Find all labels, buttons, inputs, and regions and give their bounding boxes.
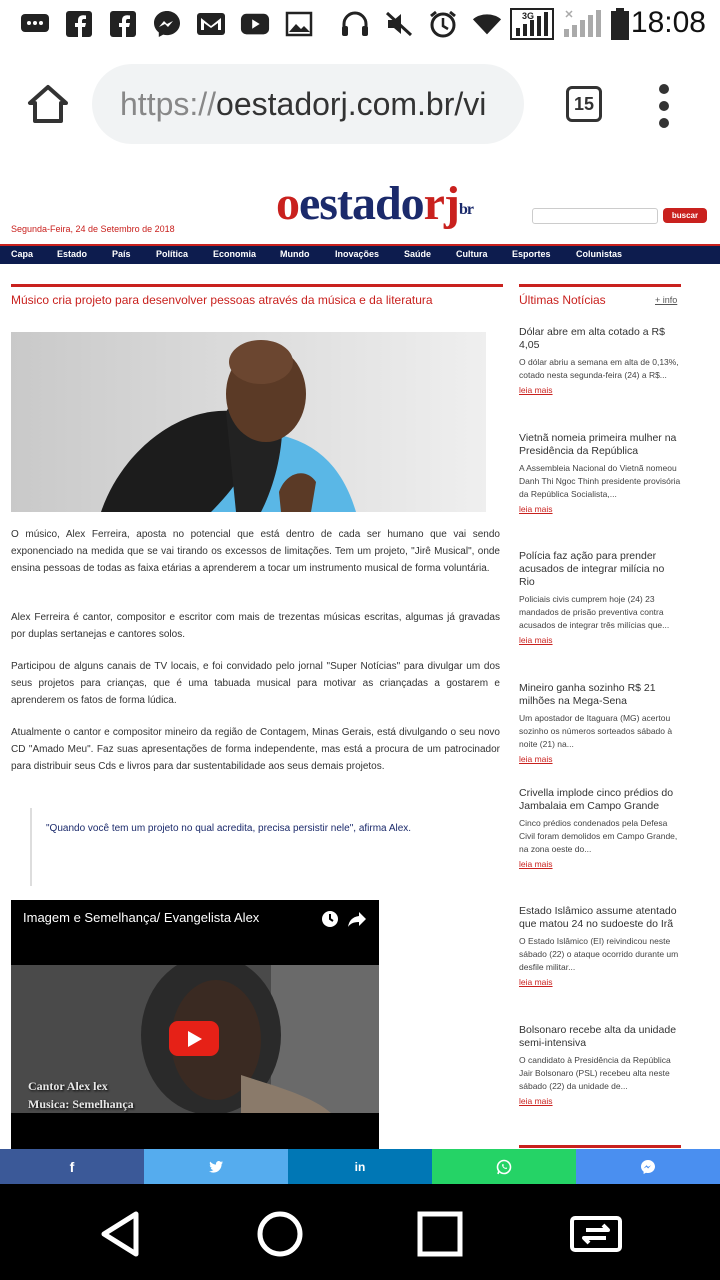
search-button[interactable]: buscar bbox=[663, 208, 707, 223]
system-navigation-bar bbox=[0, 1184, 720, 1280]
facebook-icon: f bbox=[69, 1158, 75, 1175]
message-icon bbox=[20, 10, 50, 38]
latest-news-header: Últimas Notícias bbox=[519, 293, 606, 307]
tab-switcher-button[interactable]: 15 bbox=[566, 86, 602, 122]
nav-item-estado[interactable]: Estado bbox=[57, 249, 88, 259]
video-thumbnail[interactable] bbox=[11, 965, 379, 1113]
read-more-link[interactable]: leia mais bbox=[519, 504, 553, 514]
video-overlay-caption: Musica: Semelhança bbox=[28, 1097, 134, 1111]
news-excerpt: A Assembleia Nacional do Vietnã nomeou Danh Thi Ngoc Thinh presidente provisória da República Socialista,... bbox=[519, 463, 681, 499]
address-bar[interactable] bbox=[92, 64, 524, 144]
sidebar-rule bbox=[519, 284, 681, 287]
news-excerpt: Um apostador de Itaguara (MG) acertou sozinho os números sorteados sábado à noite (21) na... bbox=[519, 713, 673, 749]
news-excerpt: O Estado Islâmico (EI) reivindicou neste sábado (22) o ataque ocorrido durante um desfile militar... bbox=[519, 936, 679, 972]
home-circle-icon bbox=[252, 1206, 308, 1262]
video-player[interactable] bbox=[11, 900, 379, 1150]
url-host: oestadorj.com.br/vi bbox=[216, 85, 487, 122]
watch-later-icon[interactable] bbox=[321, 910, 339, 928]
share-messenger-button[interactable] bbox=[576, 1149, 720, 1184]
mute-icon bbox=[384, 10, 414, 38]
news-title[interactable]: Dólar abre em alta cotado a R$ 4,05 bbox=[519, 326, 665, 351]
app-switch-button[interactable] bbox=[568, 1206, 624, 1262]
video-overlay-caption: Cantor Alex lex bbox=[28, 1079, 108, 1093]
recents-button[interactable] bbox=[412, 1206, 468, 1262]
news-title[interactable]: Mineiro ganha sozinho R$ 21 milhões na Mega-Sena bbox=[519, 682, 656, 707]
read-more-link[interactable]: leia mais bbox=[519, 1096, 553, 1106]
nav-item-pais[interactable]: País bbox=[112, 249, 131, 259]
nav-item-saude[interactable]: Saúde bbox=[404, 249, 432, 259]
messenger-icon bbox=[152, 10, 182, 38]
twitter-icon bbox=[209, 1161, 223, 1173]
browser-menu-button[interactable] bbox=[652, 84, 676, 128]
news-item bbox=[519, 1024, 681, 1106]
app-switch-icon bbox=[568, 1206, 624, 1262]
gmail-icon bbox=[196, 10, 226, 38]
home-nav-button[interactable] bbox=[252, 1206, 308, 1262]
article-photo bbox=[11, 332, 486, 512]
url-scheme: https:// bbox=[120, 85, 217, 122]
back-icon bbox=[94, 1206, 150, 1262]
news-item bbox=[519, 905, 681, 987]
video-title[interactable]: Imagem e Semelhança/ Evangelista Alex bbox=[23, 910, 260, 925]
article-title: Músico cria projeto para desenvolver pessoas através da música e da literatura bbox=[11, 293, 433, 307]
article-paragraph: O músico, Alex Ferreira, aposta no potencial que está dentro de cada ser humano que vai sendo exponenciado na medida que se vai tirando os excessos de limitações. Tem um projeto, "Jirê Musical", onde ensina pessoas de todas as faixa etárias a aprenderem a tocar um instrumento musical de forma voluntária. bbox=[11, 529, 500, 574]
nav-item-politica[interactable]: Política bbox=[156, 249, 189, 259]
youtube-icon bbox=[240, 10, 270, 38]
site-logo[interactable] bbox=[276, 177, 473, 230]
linkedin-icon: in bbox=[354, 1159, 366, 1174]
sidebar-rule bbox=[519, 1145, 681, 1148]
share-icon[interactable] bbox=[347, 910, 367, 928]
nav-item-colunistas[interactable]: Colunistas bbox=[576, 249, 623, 259]
search-input[interactable] bbox=[532, 208, 658, 224]
logo-o: o bbox=[276, 177, 299, 230]
menu-dot bbox=[659, 101, 669, 111]
news-title[interactable]: Crivella implode cinco prédios do Jambalaia em Campo Grande bbox=[519, 787, 674, 812]
logo-estado: estado bbox=[299, 177, 424, 230]
network-type-label: 3G bbox=[522, 11, 535, 21]
alarm-icon bbox=[428, 10, 458, 38]
news-item bbox=[519, 550, 681, 645]
news-title[interactable]: Estado Islâmico assume atentado que matou 24 no sudoeste do Irã bbox=[519, 905, 677, 930]
nav-item-cultura[interactable]: Cultura bbox=[456, 249, 488, 259]
image-icon bbox=[284, 10, 314, 38]
read-more-link[interactable]: leia mais bbox=[519, 859, 553, 869]
wifi-icon bbox=[472, 10, 502, 38]
share-bar bbox=[0, 1149, 720, 1184]
read-more-link[interactable]: leia mais bbox=[519, 385, 553, 395]
quote-text: "Quando você tem um projeto no qual acredita, precisa persistir nele", afirma Alex. bbox=[46, 823, 412, 834]
main-navigation bbox=[0, 244, 720, 264]
news-item bbox=[519, 432, 681, 514]
play-button[interactable] bbox=[169, 1021, 219, 1056]
read-more-link[interactable]: leia mais bbox=[519, 977, 553, 987]
article-paragraph: Alex Ferreira é cantor, compositor e escritor com mais de trezentas músicas escritas, algumas já gravadas por duplas sertanejas e cantores solos. bbox=[11, 612, 500, 640]
home-button[interactable] bbox=[26, 84, 70, 124]
news-title[interactable]: Polícia faz ação para prender acusados de integrar milícia no Rio bbox=[519, 550, 665, 588]
signal-3g-icon bbox=[510, 10, 554, 38]
facebook-icon bbox=[108, 10, 138, 38]
photo-illustration bbox=[11, 332, 486, 512]
news-item bbox=[519, 787, 681, 869]
article-quote bbox=[30, 808, 500, 886]
news-title[interactable]: Bolsonaro recebe alta da unidade semi-intensiva bbox=[519, 1024, 677, 1049]
logo-br: br bbox=[458, 201, 473, 218]
menu-dot bbox=[659, 118, 669, 128]
share-facebook-button[interactable] bbox=[0, 1149, 144, 1184]
whatsapp-icon bbox=[496, 1159, 512, 1175]
status-bar bbox=[0, 0, 720, 48]
share-linkedin-button[interactable] bbox=[288, 1149, 432, 1184]
read-more-link[interactable]: leia mais bbox=[519, 635, 553, 645]
read-more-link[interactable]: leia mais bbox=[519, 754, 553, 764]
clock: 18:08 bbox=[630, 6, 706, 39]
current-date: Segunda-Feira, 24 de Setembro de 2018 bbox=[11, 224, 175, 234]
news-title[interactable]: Vietnã nomeia primeira mulher na Presidência da República bbox=[519, 432, 677, 457]
more-info-link[interactable]: + info bbox=[655, 295, 678, 305]
recents-icon bbox=[412, 1206, 468, 1262]
news-item bbox=[519, 682, 681, 764]
battery-icon bbox=[610, 10, 630, 38]
news-item bbox=[519, 326, 681, 395]
news-excerpt: Policiais civis cumprem hoje (24) 23 mandados de prisão preventiva contra acusados de integrar três milícias que... bbox=[519, 594, 670, 630]
menu-dot bbox=[659, 84, 669, 94]
news-excerpt: Cinco prédios condenados pela Defesa Civil foram demolidos em Campo Grande, na zona oeste do... bbox=[519, 818, 678, 854]
nav-item-esportes[interactable]: Esportes bbox=[512, 249, 551, 259]
signal-icon bbox=[562, 10, 602, 38]
back-button[interactable] bbox=[94, 1206, 150, 1262]
browser-toolbar bbox=[0, 48, 720, 160]
nav-item-mundo[interactable]: Mundo bbox=[280, 249, 310, 259]
headset-icon bbox=[340, 10, 370, 38]
home-icon bbox=[26, 84, 70, 124]
news-excerpt: O candidato à Presidência da República Jair Bolsonaro (PSL) recebeu alta neste sábado (22) da unidade de... bbox=[519, 1055, 671, 1091]
nav-item-inovacoes[interactable]: Inovações bbox=[335, 249, 380, 259]
share-whatsapp-button[interactable] bbox=[432, 1149, 576, 1184]
news-excerpt: O dólar abriu a semana em alta de 0,13%, cotado nesta segunda-feira (24) a R$... bbox=[519, 357, 679, 380]
article-paragraph: Atualmente o cantor e compositor mineiro da região de Contagem, Minas Gerais, está divulgando o seu novo CD "Amado Meu". Faz suas apresentações de forma independente, mas está a procura de um patrocinador para distribuir seus Cds e livros para dar sustentabilidade aos seus demais projetos. bbox=[11, 727, 500, 772]
article-paragraph: Participou de alguns canais de TV locais, e foi convidado pelo jornal "Super Notícias" para divulgar um dos seus projetos para crianças, que é uma tabuada musical para motivar as criançadas a gostarem e aprenderem os fatos de forma lúdica. bbox=[11, 661, 500, 706]
nav-item-capa[interactable]: Capa bbox=[11, 249, 34, 259]
logo-rj: rj bbox=[423, 177, 459, 230]
share-twitter-button[interactable] bbox=[144, 1149, 288, 1184]
messenger-icon bbox=[640, 1159, 656, 1175]
facebook-icon bbox=[64, 10, 94, 38]
article-rule bbox=[11, 284, 503, 287]
web-page bbox=[0, 160, 720, 1150]
nav-item-economia[interactable]: Economia bbox=[213, 249, 257, 259]
